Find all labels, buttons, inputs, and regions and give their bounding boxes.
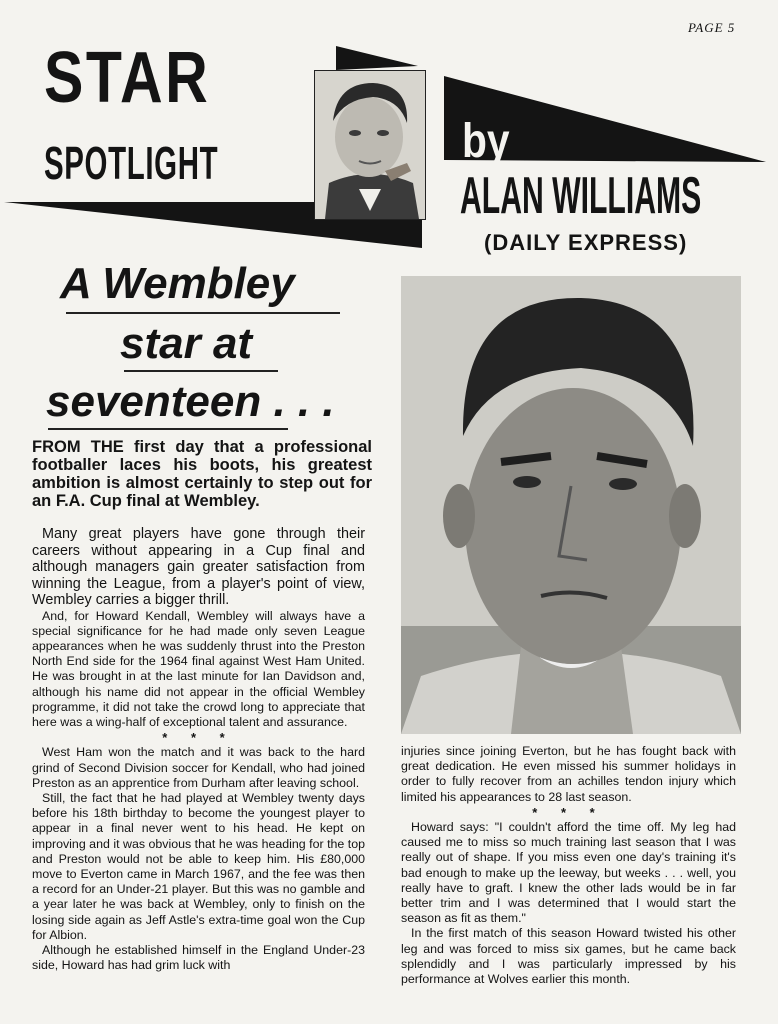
headline-line-3: seventeen . . . — [46, 377, 335, 426]
col1-paragraph-5: Although he established himself in the England Under-23 side, Howard has had grim luck with — [32, 942, 365, 973]
author-portrait — [314, 70, 426, 220]
col2-paragraph-2: Howard says: "I couldn't afford the time off. My leg had caused me to miss so much training last season that I was really out of shape. If you miss even one day's training it's bad enough to make up the leeway, but weeks . . . well, you really have to graft. I knew the other lads would be in far better trim and I was determined that I would start the season as fit as them." — [401, 820, 736, 926]
byline-publication: (DAILY EXPRESS) — [484, 230, 688, 255]
section-break-stars: * * * — [532, 804, 605, 820]
col1-paragraph-4: Still, the fact that he had played at Wembley twenty days before his 18th birthday to become the youngest player to appear in a final never went to his head. He kept on improving and it was obvious that he was heading for the top and Preston would not be able to keep him. His £80,000 move to Everton came in March 1967, and the fee was then a record for an Under-21 player. But this was no gamble and a year later he was back at Wembley, only to finish on the losing side again as Jeff Astle's extra-time goal won the Cup for Albion. — [32, 790, 365, 942]
headline-rule-1 — [66, 312, 340, 314]
col1-paragraph-1: Many great players have gone through their careers without appearing in a Cup final and although managers gain greater satisfaction from winning the League, from a player's point of view, Wembley carries a bigger thrill. — [32, 526, 365, 608]
headline-line-1: A Wembley — [60, 259, 295, 308]
player-photo — [401, 276, 741, 734]
byline-by: by — [462, 115, 510, 168]
headline-line-2: star at — [120, 319, 253, 368]
article-column-2 — [401, 744, 736, 987]
section-break-stars: * * * — [162, 730, 235, 746]
headline-rule-3 — [48, 428, 288, 430]
article-lead: FROM THE first day that a professional footballer laces his boots, his greatest ambition is almost certainly to step out for an F.A. Cup final at Wembley. — [32, 438, 372, 510]
top-flag — [336, 46, 418, 70]
col2-paragraph-1: injuries since joining Everton, but he has fought back with great dedication. He even missed his summer holidays in order to fully recover from an achilles tendon injury which limited his appearances to 28 last season. — [401, 744, 736, 804]
column-title-star: STAR — [44, 38, 211, 118]
column-title-spotlight: SPOTLIGHT — [44, 137, 219, 189]
page-number: PAGE 5 — [688, 20, 736, 35]
headline-rule-2 — [124, 370, 278, 372]
article-column-1 — [32, 526, 365, 973]
byline-author: ALAN WILLIAMS — [460, 167, 702, 225]
col1-paragraph-3: West Ham won the match and it was back to the hard grind of Second Division soccer for Kendall, who had joined Preston as an apprentice from Durham after leaving school. — [32, 745, 365, 790]
col1-paragraph-2: And, for Howard Kendall, Wembley will always have a special significance for he had made only seven League appearances when he was suddenly thrust into the Preston North End side for the 1964 final against West Ham United. He was brought in at the last minute for Ian Davidson and, although his name did not appear in the official Wembley programme, it did not take the crowd long to appreciate that here was a wing-half of exceptional talent and assurance. — [32, 608, 365, 729]
col2-paragraph-3: In the first match of this season Howard twisted his other leg and was forced to miss six games, but he came back splendidly and I was particularly impressed by his performance at Wolves earlier this month. — [401, 926, 736, 987]
